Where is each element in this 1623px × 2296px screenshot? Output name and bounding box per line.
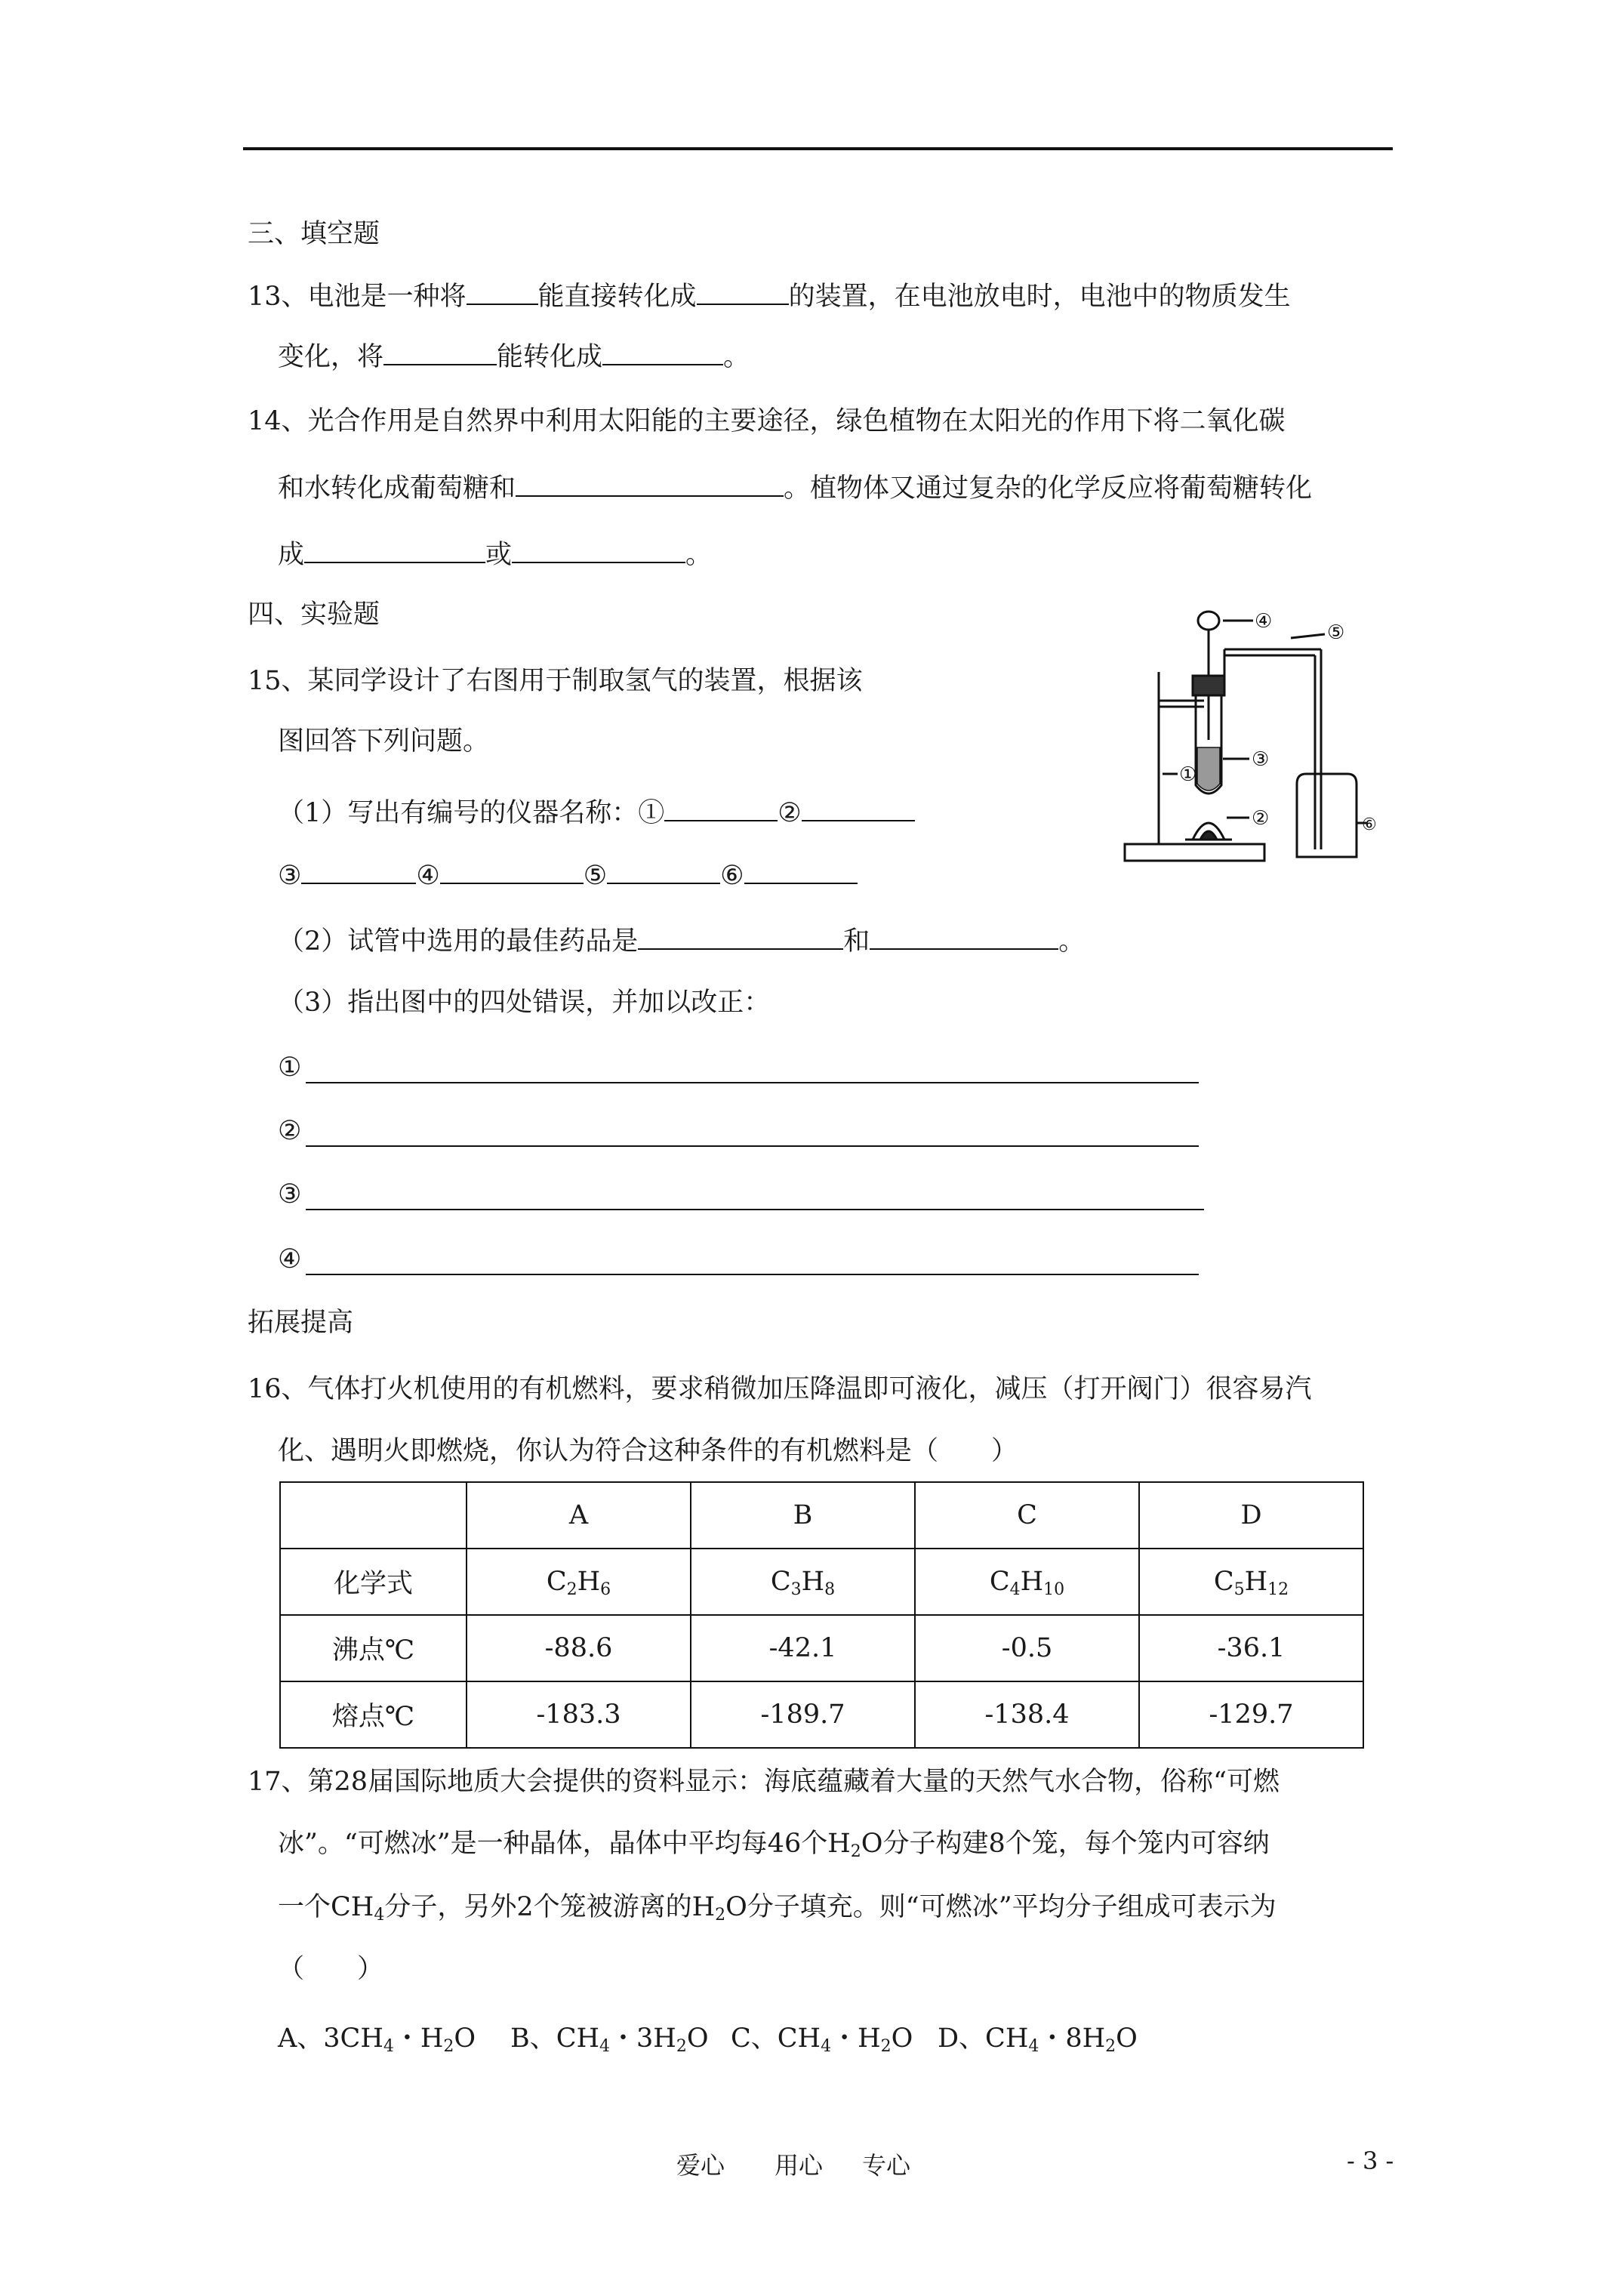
table-cell: -88.6: [467, 1615, 691, 1681]
blank-14-3[interactable]: [512, 536, 685, 563]
table-cell: -138.4: [915, 1681, 1139, 1748]
question-15-line-1: 15、某同学设计了右图用于制取氢气的装置，根据该: [248, 666, 863, 696]
fig-label-2: ②: [1252, 807, 1270, 830]
footer-motto-2: 用心: [775, 2151, 824, 2180]
hydrogen-apparatus-figure: [1117, 604, 1381, 879]
table-row: [280, 1681, 1363, 1748]
table-cell: -0.5: [915, 1615, 1139, 1681]
blank-13-3[interactable]: [383, 338, 497, 365]
table-cell: -36.1: [1139, 1615, 1363, 1681]
table-cell: $C_3H_8$: [691, 1549, 915, 1615]
table-header-cell: [280, 1482, 467, 1549]
blank-15-6[interactable]: [744, 857, 858, 884]
question-16-line-2: 化、遇明火即燃烧，你认为符合这种条件的有机燃料是（ ）: [278, 1436, 1018, 1466]
fig-label-4: ④: [1255, 610, 1273, 633]
option-c[interactable]: C、$CH_4$・$H_2O$: [731, 2023, 913, 2056]
table-row-label: 熔点℃: [280, 1681, 467, 1748]
table-header-cell: B: [691, 1482, 915, 1549]
table-cell: $C_2H_6$: [467, 1549, 691, 1615]
error-2-label: ②: [278, 1116, 302, 1146]
fig-label-5: ⑤: [1327, 621, 1345, 644]
section-title-fill-in: 三、填空题: [248, 219, 380, 249]
error-1-label: ①: [278, 1052, 302, 1083]
blank-15-3[interactable]: [301, 857, 416, 884]
blank-15-2[interactable]: [802, 794, 915, 821]
blank-14-2[interactable]: [304, 536, 485, 563]
fuel-properties-table: [279, 1481, 1364, 1749]
question-17-line-4: （ ）: [278, 1954, 384, 1984]
blank-15-1[interactable]: [664, 794, 778, 821]
error-4-label: ④: [278, 1244, 302, 1274]
table-header-cell: A: [467, 1482, 691, 1549]
error-3-label: ③: [278, 1179, 302, 1210]
table-header-cell: D: [1139, 1482, 1363, 1549]
blank-15-5[interactable]: [607, 857, 720, 884]
header-rule: [243, 147, 1393, 150]
table-row-label: 沸点℃: [280, 1615, 467, 1681]
fig-label-3: ③: [1252, 748, 1270, 771]
blank-13-1[interactable]: [467, 278, 538, 305]
section-title-extension: 拓展提高: [248, 1308, 354, 1338]
blank-13-4[interactable]: [602, 338, 723, 365]
table-cell: -189.7: [691, 1681, 915, 1748]
footer-motto-1: 爱心: [676, 2151, 725, 2180]
question-15-part-1-row-2: ③ ④ ⑤ ⑥: [278, 857, 858, 892]
page-number: - 3 -: [1347, 2147, 1394, 2175]
question-17-line-1: 17、第28届国际地质大会提供的资料显示：海底蕴藏着大量的天然气水合物，俗称“可燃: [248, 1767, 1280, 1797]
error-1-answer-line[interactable]: [306, 1082, 1199, 1083]
question-13-line-2: 变化，将 能转化成 。: [278, 338, 750, 374]
error-2-answer-line[interactable]: [306, 1145, 1199, 1147]
table-cell: -42.1: [691, 1615, 915, 1681]
option-d[interactable]: D、$CH_4$・$8H_2O$: [938, 2023, 1138, 2056]
blank-15-4[interactable]: [440, 857, 584, 884]
table-header-cell: C: [915, 1482, 1139, 1549]
table-row-label: 化学式: [280, 1549, 467, 1615]
question-13-line-1: 13、电池是一种将 能直接转化成 的装置，在电池放电时，电池中的物质发生: [248, 278, 1291, 313]
table-cell: -183.3: [467, 1681, 691, 1748]
question-15-part-2: （2）试管中选用的最佳药品是 和 。: [278, 923, 1085, 958]
option-b[interactable]: B、$CH_4$・$3H_2O$: [510, 2023, 709, 2056]
error-3-answer-line[interactable]: [306, 1209, 1204, 1210]
error-4-answer-line[interactable]: [306, 1274, 1199, 1275]
blank-15-drug-2[interactable]: [870, 923, 1058, 950]
table-row: [280, 1615, 1363, 1681]
table-cell: $C_4H_{10}$: [915, 1549, 1139, 1615]
question-17-line-3: 一个$CH_4$分子，另外2个笼被游离的$H_2O$分子填充。则“可燃冰”平均分子组成可表示为: [278, 1892, 1277, 1925]
question-17-line-2: 冰”。“可燃冰”是一种晶体，晶体中平均每46个$H_2O$分子构建8个笼，每个笼内可容纳: [278, 1829, 1270, 1861]
question-14-line-3: 成 或 。: [278, 536, 712, 572]
footer-motto-3: 专心: [862, 2151, 911, 2180]
table-row: [280, 1549, 1363, 1615]
question-15-part-1: （1）写出有编号的仪器名称：① ②: [278, 794, 915, 830]
table-header-row: [280, 1482, 1363, 1549]
blank-15-drug-1[interactable]: [638, 923, 843, 950]
question-15-part-3: （3）指出图中的四处错误，并加以改正：: [278, 988, 771, 1018]
fig-label-6: ⑥: [1362, 815, 1377, 834]
table-cell: -129.7: [1139, 1681, 1363, 1748]
fig-label-1: ①: [1179, 763, 1197, 786]
blank-14-1[interactable]: [516, 470, 784, 497]
question-15-line-2: 图回答下列问题。: [278, 726, 490, 757]
question-16-line-1: 16、气体打火机使用的有机燃料，要求稍微加压降温即可液化，减压（打开阀门）很容易汽: [248, 1374, 1312, 1404]
question-14-line-2: 和水转化成葡萄糖和 。植物体又通过复杂的化学反应将葡萄糖转化: [278, 470, 1312, 505]
question-14-line-1: 14、光合作用是自然界中利用太阳能的主要途径，绿色植物在太阳光的作用下将二氧化碳: [248, 406, 1286, 436]
section-title-experiment: 四、实验题: [248, 599, 380, 630]
apparatus-drawing: [1117, 604, 1381, 876]
table-cell: $C_5H_{12}$: [1139, 1549, 1363, 1615]
blank-13-2[interactable]: [697, 278, 789, 305]
option-a[interactable]: A、$3CH_4$・$H_2O$: [278, 2023, 476, 2056]
